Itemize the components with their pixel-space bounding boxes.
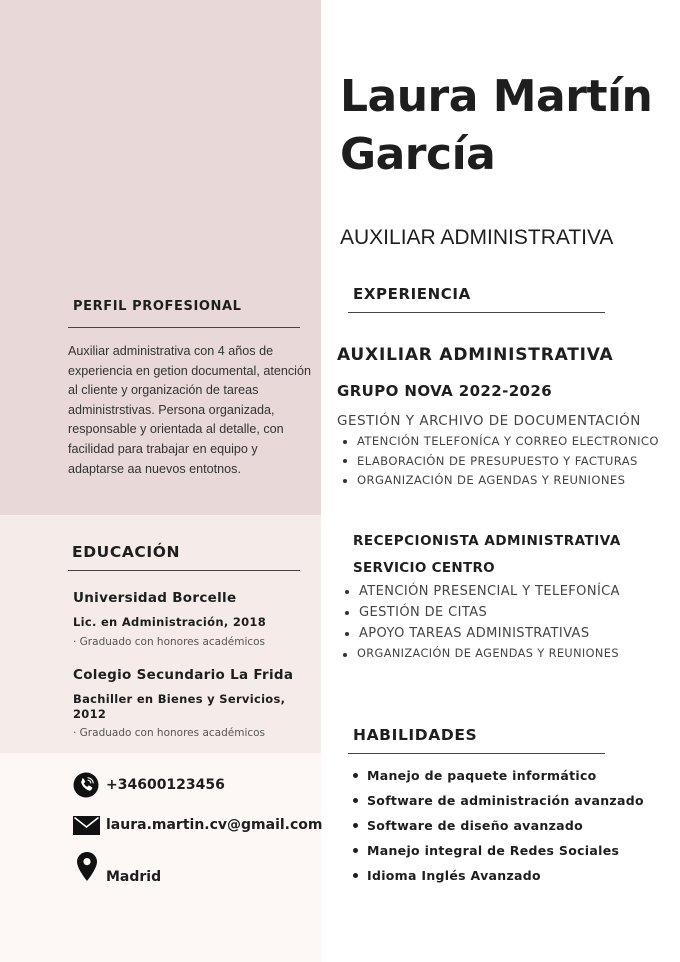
job-bullets <box>345 582 620 665</box>
skill-item: Software de administración avanzado <box>353 788 644 813</box>
skills-divider <box>348 753 605 754</box>
experience-divider <box>348 312 605 313</box>
profile-text: Auxiliar administrativa con 4 años de experiencia en getion documental, atención al cliente y organización de tareas administrstivas. Persona organizada, responsable y orientada al detalle, con facilidad para trabajar en equipo y adaptarse aa nuevos entotnos. <box>68 344 311 476</box>
education-degree: Lic. en Administración, 2018 <box>73 615 267 629</box>
name-line-1: Laura Martín <box>340 71 653 122</box>
skill-item: Manejo de paquete informático <box>353 763 644 788</box>
education-divider <box>68 570 300 571</box>
education-heading: EDUCACIÓN <box>72 543 181 561</box>
skill-item: Software de diseño avanzado <box>353 813 644 838</box>
education-school: Universidad Borcelle <box>73 590 237 606</box>
experience-heading: EXPERIENCIA <box>353 285 471 303</box>
skills-list <box>353 763 644 888</box>
skill-item: Manejo integral de Redes Sociales <box>353 838 644 863</box>
job-company: SERVICIO CENTRO <box>353 560 495 576</box>
job-company: GRUPO NOVA 2022-2026 <box>337 382 553 400</box>
education-school: Colegio Secundario La Frida <box>73 667 294 683</box>
contact-location: Madrid <box>106 869 162 885</box>
map-pin-icon <box>77 852 97 881</box>
job-title: AUXILIAR ADMINISTRATIVA <box>340 226 614 249</box>
list-item: ELABORACIÓN DE PRESUPUESTO Y FACTURAS <box>343 452 659 472</box>
education-note: · Graduado con honores académicos <box>73 636 266 648</box>
list-item: APOYO TAREAS ADMINISTRATIVAS <box>345 624 620 645</box>
contact-email[interactable]: laura.martin.cv@gmail.com <box>106 817 323 833</box>
profile-heading: PERFIL PROFESIONAL <box>73 299 242 314</box>
list-item: ATENCIÓN TELEFONÍCA Y CORREO ELECTRONICO <box>343 432 659 452</box>
name-line-2: García <box>340 129 496 180</box>
list-item: ORGANIZACIÓN DE AGENDAS Y REUNIONES <box>343 644 620 665</box>
job-role: AUXILIAR ADMINISTRATIVA <box>337 345 614 365</box>
skills-heading: HABILIDADES <box>353 726 478 744</box>
job-summary: GESTIÓN Y ARCHIVO DE DOCUMENTACIÓN <box>337 413 641 429</box>
skill-item: Idioma Inglés Avanzado <box>353 863 644 888</box>
envelope-icon <box>73 816 100 835</box>
list-item: GESTIÓN DE CITAS <box>345 603 620 624</box>
education-degree: Bachiller en Bienes y Servicios, 2012 <box>73 692 286 721</box>
contact-phone[interactable]: +34600123456 <box>106 777 225 793</box>
list-item: ORGANIZACIÓN DE AGENDAS Y REUNIONES <box>343 471 659 491</box>
education-note: · Graduado con honores académicos <box>73 727 266 739</box>
phone-icon <box>73 772 99 798</box>
candidate-name <box>340 68 670 184</box>
list-item: ATENCIÓN PRESENCIAL Y TELEFONÍCA <box>345 582 620 603</box>
job-bullets <box>343 432 659 491</box>
profile-divider <box>68 327 300 328</box>
job-role: RECEPCIONISTA ADMINISTRATIVA <box>353 533 621 549</box>
